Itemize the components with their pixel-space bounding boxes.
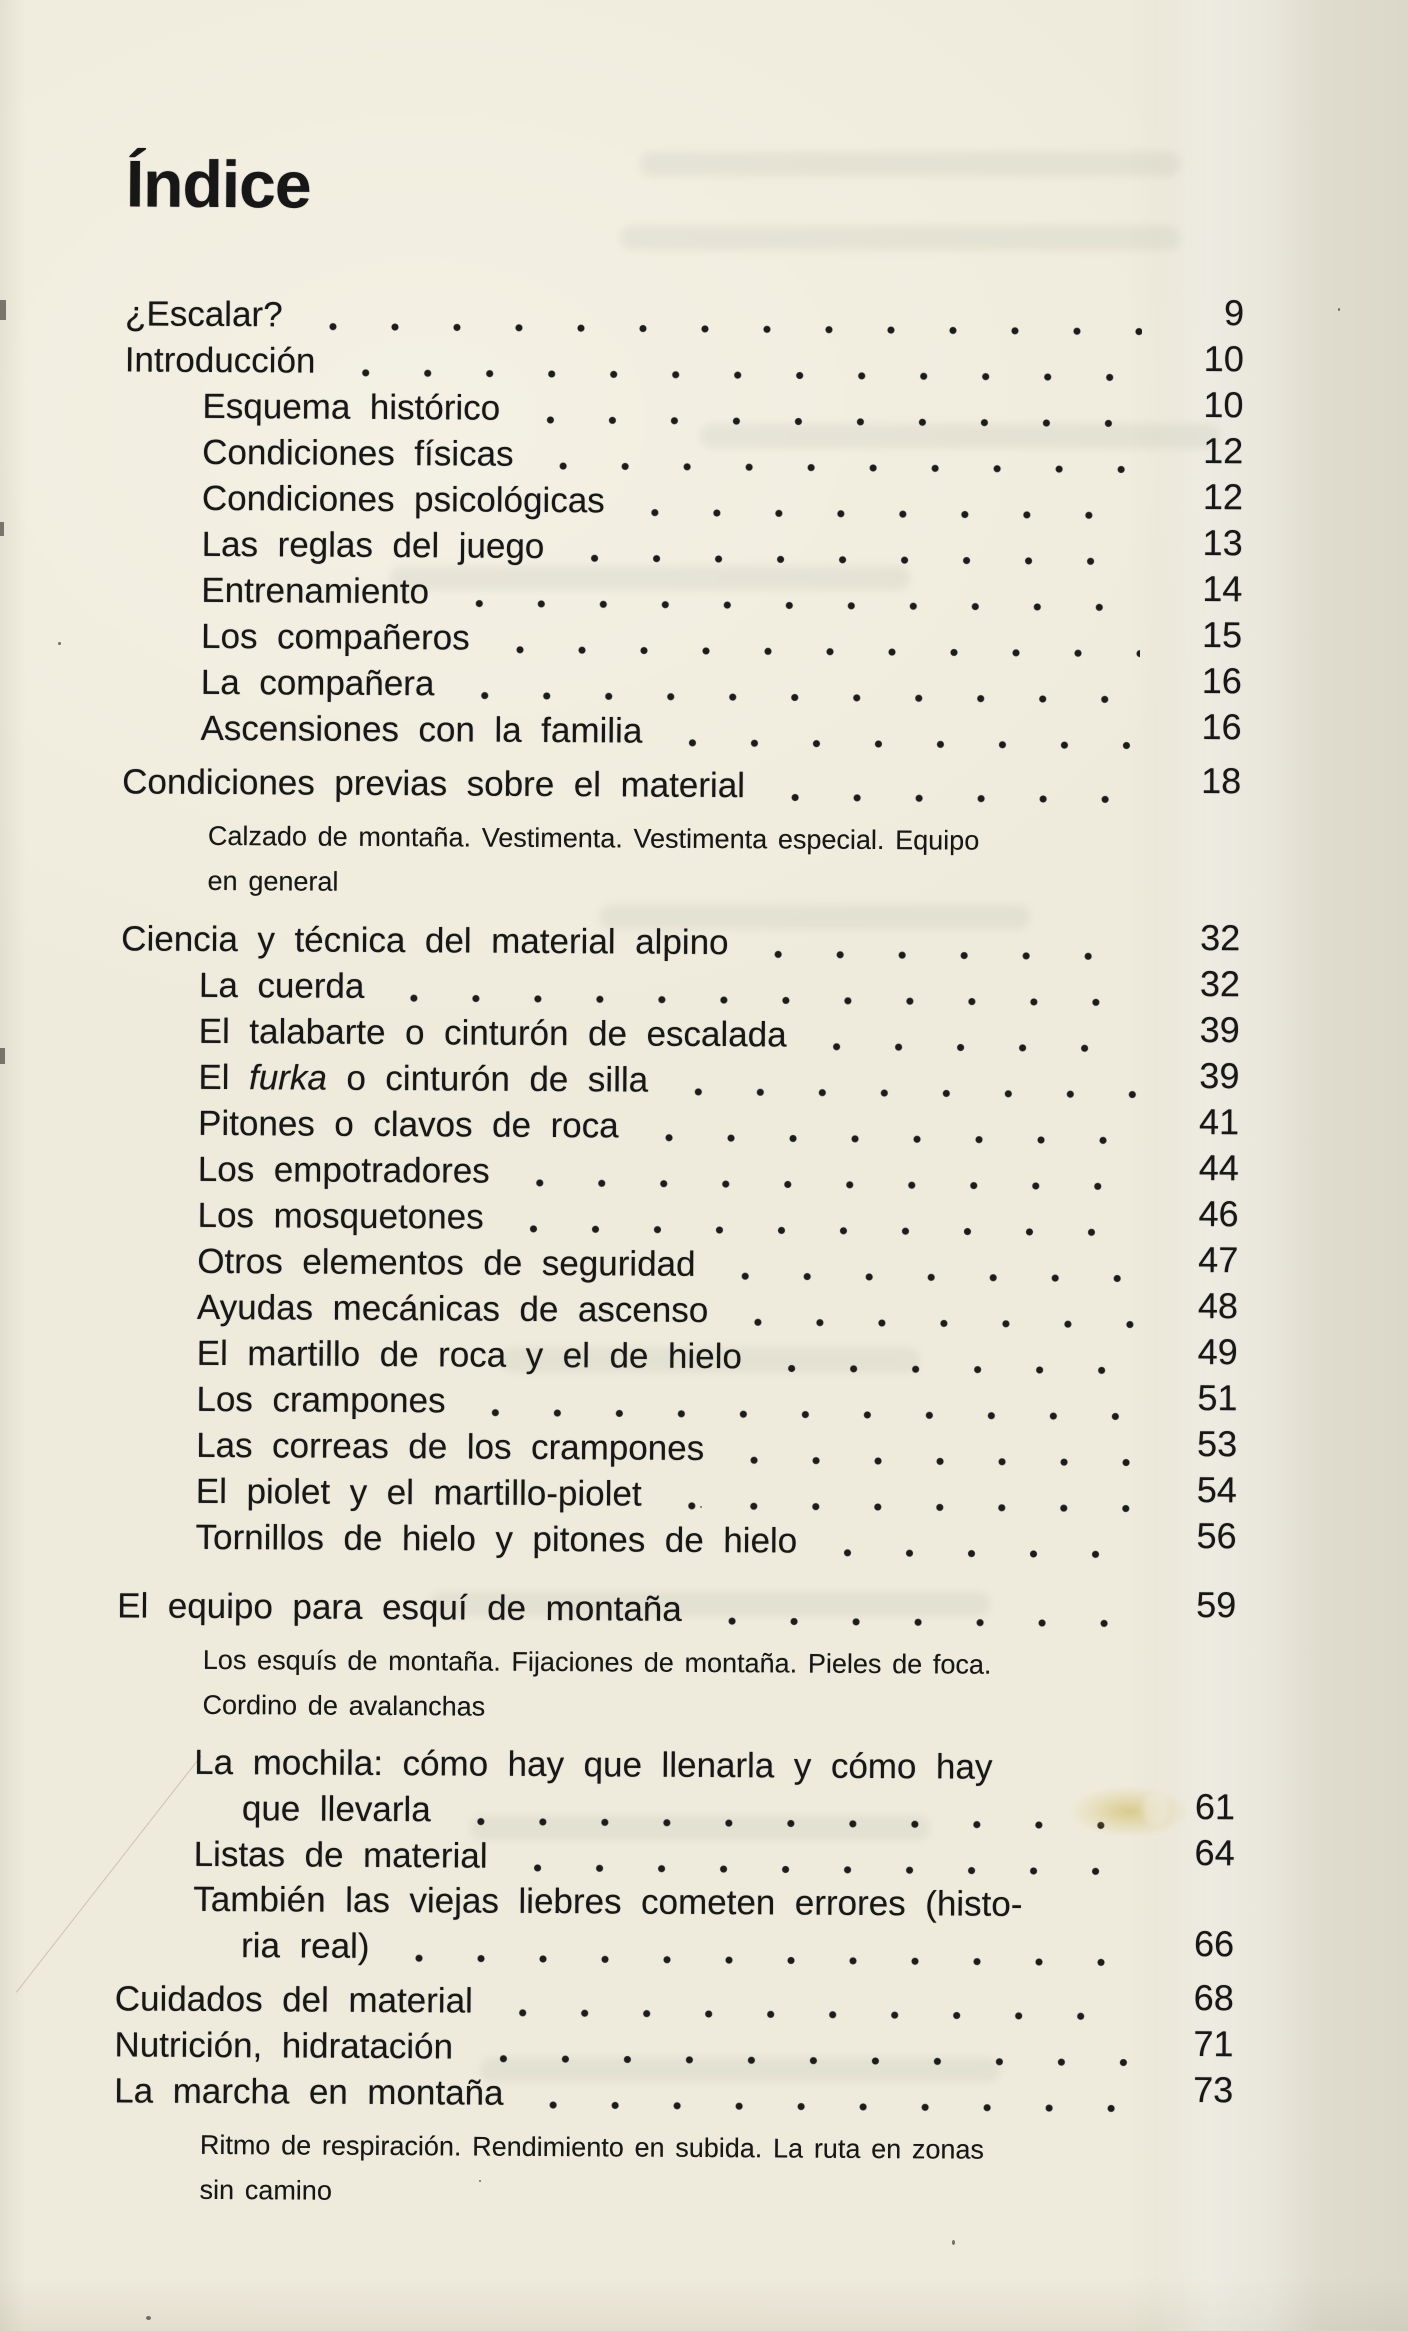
page-number: 51 [1197, 1376, 1238, 1419]
toc-entry-label: La marcha en montaña [114, 2071, 504, 2113]
toc-entry-label: La cuerda [198, 965, 365, 1006]
toc-note-line: Calzado de montaña. Vestimenta. Vestimenta especial. Equipo [207, 820, 980, 856]
toc-entry [196, 1468, 1237, 1520]
toc-entry [242, 1785, 1235, 1837]
toc-entry [199, 1008, 1240, 1060]
dot-leader [467, 1409, 1135, 1421]
dot-leader [506, 1225, 1137, 1237]
toc-entry-label: El equipo para esquí de montaña [117, 1586, 682, 1629]
toc-entry [241, 1922, 1234, 1974]
dot-leader [522, 416, 1141, 428]
toc-note-line: Ritmo de respiración. Rendimiento en subida. La ruta en zonas [199, 2129, 985, 2165]
toc-entry-label: El piolet y el martillo-piolet [195, 1471, 642, 1514]
toc-entry-label: Esquema histórico [202, 386, 501, 428]
page-number: 61 [1143, 1784, 1235, 1830]
page-number: 71 [1193, 2022, 1234, 2065]
page-number: 64 [1194, 1831, 1235, 1874]
toc-entry [202, 383, 1243, 435]
toc-entry-label: Las reglas del juego [201, 524, 545, 566]
dot-leader [337, 369, 1141, 382]
toc-entry [199, 962, 1240, 1014]
toc-note-line: sin camino [199, 2174, 332, 2206]
dot-leader [492, 646, 1140, 658]
toc-entry-label: Los crampones [196, 1379, 446, 1421]
dot-leader [509, 1864, 1132, 1876]
page-number: 48 [1197, 1284, 1239, 1327]
toc-entry-label: La compañera [200, 662, 435, 704]
page-number: 16 [1201, 659, 1242, 702]
toc-note-line: en general [207, 865, 339, 897]
page-number: 16 [1201, 705, 1242, 748]
page-number: 10 [1203, 383, 1244, 426]
dot-leader [495, 2009, 1132, 2021]
page-number: 12 [1203, 429, 1244, 472]
toc-entry [197, 1238, 1238, 1290]
toc-entry [196, 1376, 1237, 1428]
toc-entry [114, 2021, 1233, 2074]
page-number: 14 [1202, 567, 1243, 610]
toc-entry-label: que llevarla [241, 1789, 431, 1830]
page-number: 47 [1198, 1238, 1239, 1281]
dust-speck [146, 2316, 151, 2320]
toc-entry-label: Condiciones físicas [202, 432, 514, 474]
toc-entry [198, 1100, 1239, 1152]
page-number: 15 [1201, 613, 1243, 656]
toc-note [0, 2122, 1233, 2220]
toc-note-line: Los esquís de montaña. Fijaciones de montaña. Pieles de foca. [202, 1644, 992, 1680]
dot-leader [453, 1817, 1133, 1829]
toc-entry-label: Introducción [124, 340, 316, 381]
dot-leader [670, 1088, 1137, 1099]
toc-entry-label: Ascensiones con la familia [200, 708, 643, 751]
toc-entry-label: Los compañeros [200, 616, 470, 658]
toc-entry-label: Entrenamiento [201, 570, 430, 612]
toc-entry [195, 1514, 1236, 1566]
page-number: 12 [1202, 475, 1244, 518]
toc-entry [201, 567, 1242, 619]
toc-wrap-line [193, 1877, 1234, 1928]
toc-entry-label: Condiciones psicológicas [201, 478, 605, 521]
dot-leader [750, 950, 1138, 960]
table-of-contents [0, 290, 1244, 2220]
toc-entry [196, 1422, 1237, 1474]
toc-wrap-line [194, 1740, 1235, 1791]
toc-entry-label: El martillo de roca y el de hielo [196, 1333, 743, 1377]
page-number: 39 [1199, 1008, 1240, 1051]
toc-entry [202, 521, 1243, 573]
toc-entry-label: Tornillos de hielo y pitones de hielo [195, 1517, 798, 1561]
toc-entry [201, 613, 1242, 665]
toc-entry [197, 1330, 1238, 1382]
page-number: 18 [1201, 759, 1242, 802]
dot-leader [809, 1043, 1138, 1053]
page-number: 49 [1197, 1330, 1238, 1373]
page-number: 9 [1223, 292, 1245, 334]
toc-entry-label: Ayudas mecánicas de ascenso [196, 1287, 709, 1330]
toc-entry-label: ria real) [240, 1926, 370, 1966]
toc-note [0, 813, 1241, 911]
toc-entry-label: Otros elementos de seguridad [197, 1241, 696, 1284]
dust-speck [952, 2240, 955, 2245]
toc-entry [114, 2067, 1233, 2120]
dot-leader [764, 1364, 1136, 1374]
dot-leader [386, 994, 1138, 1007]
toc-entry-label: También las viejas liebres cometen errores (histo- [193, 1879, 1023, 1924]
toc-entry [194, 1831, 1235, 1883]
dot-leader [717, 1272, 1136, 1283]
page-title: Índice [125, 146, 311, 222]
page-number: 59 [1196, 1583, 1237, 1626]
dot-leader [456, 691, 1139, 703]
page-number: 54 [1196, 1468, 1238, 1511]
dot-leader [664, 1502, 1135, 1513]
dot-leader [391, 1954, 1132, 1967]
page-number: 73 [1193, 2068, 1234, 2111]
dot-leader [767, 793, 1139, 803]
toc-entry [125, 336, 1244, 389]
toc-entry-label: Pitones o clavos de roca [197, 1103, 619, 1146]
dot-leader [451, 599, 1140, 611]
page-number: 39 [1199, 1054, 1240, 1097]
toc-entry [115, 1975, 1234, 2028]
toc-entry-label: Los mosquetones [197, 1195, 484, 1237]
toc-entry-label: Los empotradores [197, 1149, 490, 1191]
toc-entry [202, 475, 1243, 527]
toc-entry [202, 429, 1243, 481]
toc-entry [200, 705, 1241, 757]
dot-leader [566, 554, 1140, 566]
toc-entry [197, 1284, 1238, 1336]
page-number: 66 [1193, 1922, 1235, 1965]
toc-entry-label: El talabarte o cinturón de escalada [198, 1011, 787, 1055]
toc-entry-label: Nutrición, hidratación [114, 2025, 454, 2067]
dot-leader [535, 462, 1141, 474]
toc-entry-label: El furka o cinturón de silla [198, 1057, 649, 1100]
dot-leader [512, 1179, 1137, 1191]
page-number: 53 [1197, 1422, 1238, 1465]
page-number: 41 [1198, 1100, 1240, 1143]
page-number: 10 [1203, 337, 1244, 380]
dot-leader [475, 2055, 1131, 2067]
dot-leader [664, 739, 1139, 750]
toc-entry [125, 290, 1244, 343]
dot-leader [305, 322, 1142, 335]
toc-entry [198, 1146, 1239, 1198]
toc-entry-label: La mochila: cómo hay que llenarla y cómo hay [194, 1742, 993, 1787]
toc-note [0, 1637, 1236, 1735]
toc-entry-label: Condiciones previas sobre el material [122, 762, 746, 806]
toc-entry-label: Ciencia y técnica del material alpino [121, 919, 729, 963]
page-number: 13 [1202, 521, 1243, 564]
toc-entry [198, 1054, 1239, 1106]
page-number: 68 [1193, 1976, 1234, 2019]
toc-entry [201, 659, 1242, 711]
dot-leader [525, 2101, 1131, 2113]
page-number: 44 [1198, 1146, 1239, 1189]
toc-entry-label: Las correas de los crampones [196, 1425, 705, 1468]
dot-leader [726, 1456, 1135, 1466]
dot-leader [819, 1549, 1134, 1559]
dot-leader [627, 508, 1141, 519]
toc-entry [117, 1582, 1236, 1635]
toc-entry-label: ¿Escalar? [124, 294, 283, 335]
page-number: 32 [1200, 916, 1241, 959]
dot-leader [704, 1617, 1134, 1628]
toc-entry [121, 915, 1240, 968]
dot-leader [730, 1318, 1136, 1328]
toc-entry-label: Cuidados del material [114, 1979, 474, 2021]
page-number: 46 [1198, 1192, 1239, 1235]
toc-entry [122, 758, 1241, 811]
page-number: 32 [1199, 962, 1241, 1005]
dot-leader [641, 1134, 1138, 1145]
toc-entry [197, 1192, 1238, 1244]
toc-note-line: Cordino de avalanchas [202, 1689, 486, 1722]
toc-entry-label: Listas de material [193, 1834, 488, 1876]
page-number: 56 [1196, 1514, 1237, 1557]
